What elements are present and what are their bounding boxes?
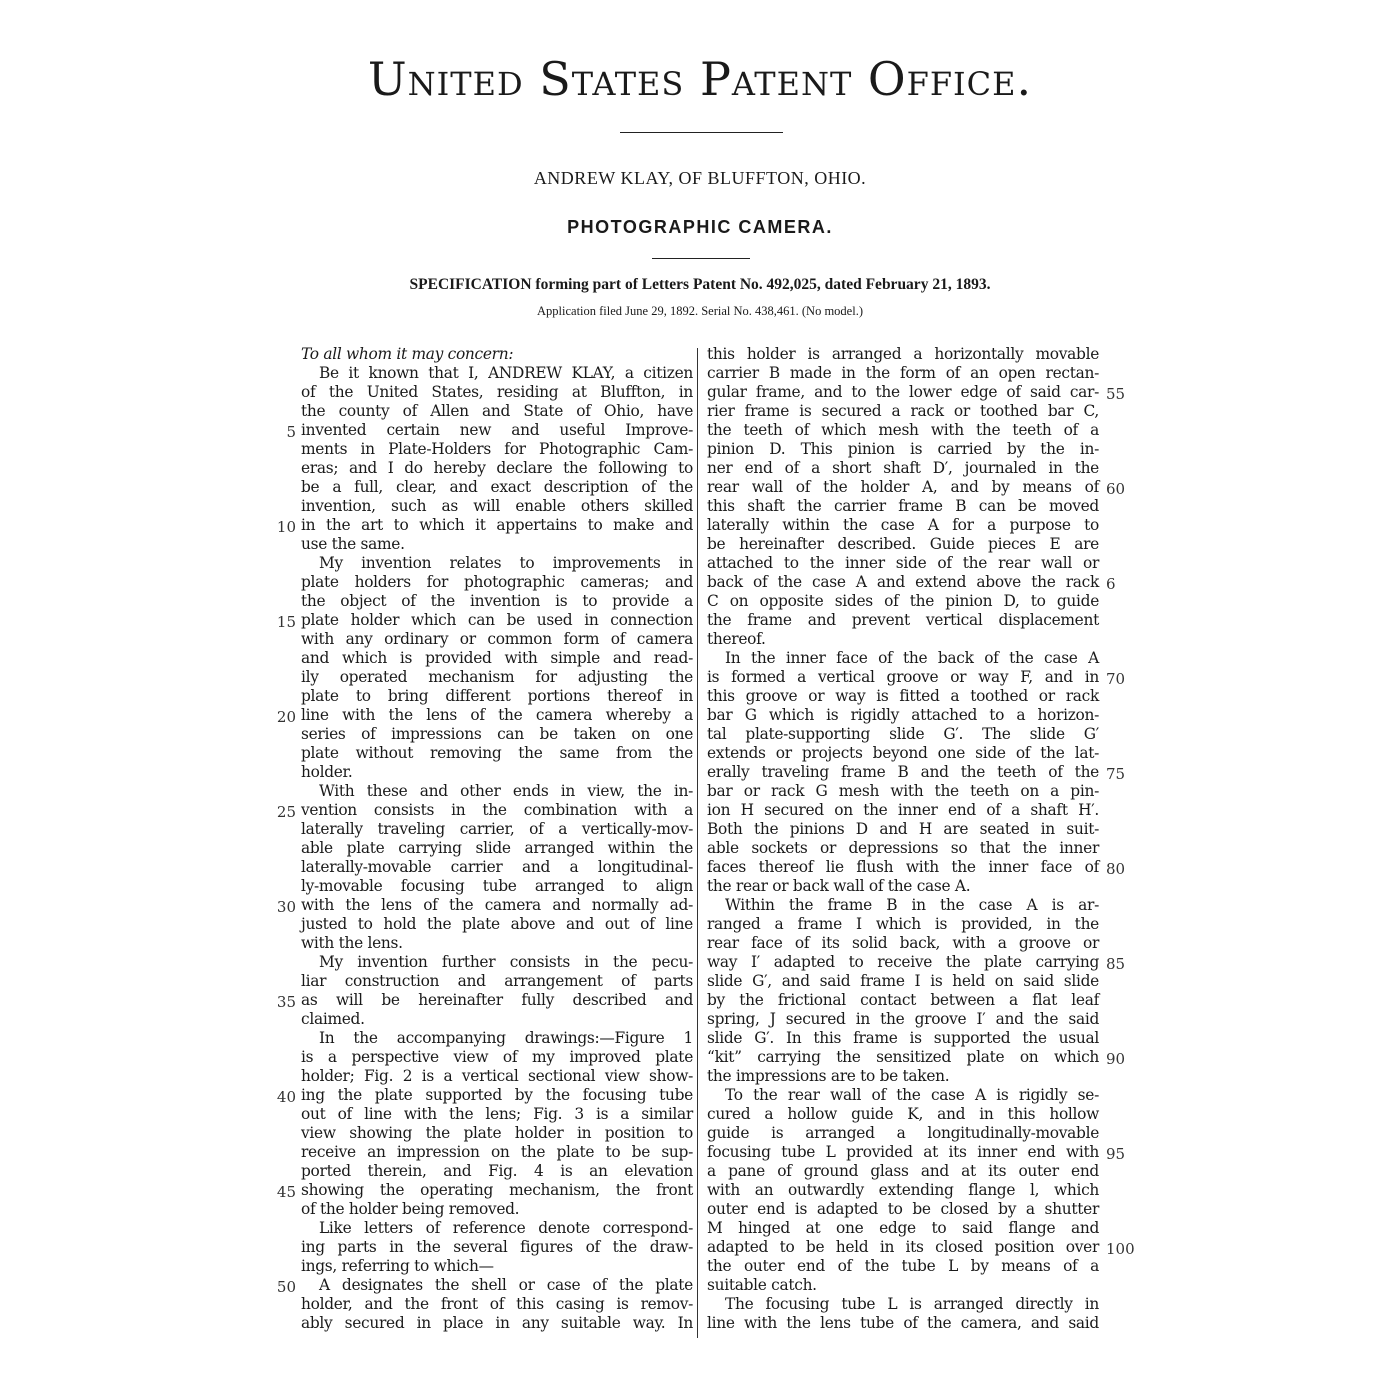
text-line: A designates the shell or case of the plate [319,1276,693,1294]
text-line: ly-movable focusing tube arranged to align [301,877,693,895]
text-line: Within the frame B in the case A is ar- [725,896,1099,914]
text-line: plate to bring different portions thereof in [301,687,693,705]
text-line: My invention further consists in the pecu- [319,953,693,971]
text-line: be hereinafter described. Guide pieces E are [707,535,1099,553]
text-line: able plate carrying slide arranged within the [301,839,693,857]
text-line: the impressions are to be taken. [707,1067,950,1085]
line-number: 20 [276,708,296,726]
text-line: this holder is arranged a horizontally movable [707,345,1099,363]
text-line: guide is arranged a longitudinally-movable [707,1124,1099,1142]
text-line: ably secured in place in any suitable way. In [301,1314,693,1332]
text-line: the county of Allen and State of Ohio, have [301,402,693,420]
text-line: in the art to which it appertains to make and [301,516,693,534]
text-line: be a full, clear, and exact description of the [301,478,693,496]
text-line: spring, J secured in the groove I′ and the said [707,1010,1099,1028]
text-line: Be it known that I, ANDREW KLAY, a citizen [319,364,693,382]
text-line: the object of the invention is to provide a [301,592,693,610]
line-number: 10 [276,518,296,536]
text-line: thereof. [707,630,766,648]
text-line: ings, referring to which— [301,1257,494,1275]
line-number: 40 [276,1088,296,1106]
application-line: Application filed June 29, 1892. Serial No. 438,461. (No model.) [537,304,863,318]
text-line: faces thereof lie flush with the inner face of [707,858,1099,876]
line-number: 5 [286,423,296,441]
text-line: With these and other ends in view, the in- [319,782,693,800]
line-number: 50 [276,1278,296,1296]
text-line: plate without removing the same from the [301,744,693,762]
header-rule-bottom [652,258,750,259]
text-line: Like letters of reference denote correspond- [319,1219,693,1237]
text-line: plate holders for photographic cameras; and [301,573,693,591]
header-rule-top [620,132,783,133]
text-line: erally traveling frame B and the teeth of the [707,763,1099,781]
text-line: invented certain new and useful Improve- [301,421,693,439]
text-line: slide G′. In this frame is supported the usual [707,1029,1099,1047]
line-number: 90 [1106,1050,1126,1068]
text-line: suitable catch. [707,1276,817,1294]
text-line: is formed a vertical groove or way F, and in [707,668,1099,686]
text-line: plate holder which can be used in connection [301,611,693,629]
text-line: holder, and the front of this casing is remov- [301,1295,693,1313]
text-line: series of impressions can be taken on one [301,725,693,743]
text-line: focusing tube L provided at its inner end with [707,1143,1099,1161]
specification-line: SPECIFICATION forming part of Letters Patent No. 492,025, dated February 21, 1893. [409,276,991,293]
text-line: justed to hold the plate above and out of line [301,915,693,933]
text-line: this groove or way is fitted a toothed or rack [707,687,1099,705]
text-line: cured a hollow guide K, and in this hollow [707,1105,1099,1123]
text-line: showing the operating mechanism, the front [301,1181,693,1199]
text-line: the outer end of the tube L by means of a [707,1257,1099,1275]
invention-title: PHOTOGRAPHIC CAMERA. [567,217,833,237]
line-number: 6 [1106,575,1116,593]
line-number: 30 [276,898,296,916]
text-line: of the United States, residing at Bluffton, in [301,383,693,401]
text-line: with the lens. [301,934,403,952]
text-line: of the holder being removed. [301,1200,520,1218]
text-line: extends or projects beyond one side of the lat- [707,744,1099,762]
text-line: line with the lens of the camera whereby a [301,706,693,724]
text-line: with any ordinary or common form of camera [301,630,693,648]
left-text-column [301,345,693,1333]
text-line: out of line with the lens; Fig. 3 is a similar [301,1105,693,1123]
office-title: United States Patent Office. [367,52,1033,106]
text-line: Both the pinions D and H are seated in suit- [707,820,1099,838]
column-divider [697,348,698,1338]
text-line: with an outwardly extending flange l, which [707,1181,1099,1199]
text-line: rear face of its solid back, with a groove or [707,934,1099,952]
text-line: pinion D. This pinion is carried by the in- [707,440,1099,458]
text-line: the frame and prevent vertical displacement [707,611,1099,629]
text-line: use the same. [301,535,405,553]
text-line: M hinged at one edge to said flange and [707,1219,1099,1237]
text-line: In the accompanying drawings:—Figure 1 [319,1029,693,1047]
text-line: ments in Plate-Holders for Photographic Cam- [301,440,693,458]
text-line: ing the plate supported by the focusing tube [301,1086,693,1104]
line-number: 100 [1106,1240,1135,1258]
text-line: invention, such as will enable others skilled [301,497,693,515]
line-number: 75 [1106,765,1126,783]
line-number: 15 [276,613,296,631]
text-line: way I′ adapted to receive the plate carrying [707,953,1099,971]
text-line: laterally within the case A for a purpose to [707,516,1099,534]
text-line: bar or rack G mesh with the teeth on a pin- [707,782,1099,800]
text-line: holder. [301,763,353,781]
line-number: 95 [1106,1145,1126,1163]
text-line: and which is provided with simple and read- [301,649,693,667]
text-line: with the lens of the camera and normally ad- [301,896,693,914]
text-line: In the inner face of the back of the case A [725,649,1099,667]
text-line: outer end is adapted to be closed by a shutter [707,1200,1099,1218]
text-line: carrier B made in the form of an open rectan- [707,364,1099,382]
line-number: 60 [1106,480,1126,498]
text-line: this shaft the carrier frame B can be moved [707,497,1099,515]
text-line: laterally traveling carrier, of a vertically-mov- [301,820,693,838]
line-number: 70 [1106,670,1126,688]
text-line: liar construction and arrangement of parts [301,972,693,990]
text-line: ion H secured on the inner end of a shaft H′. [707,801,1099,819]
line-number: 85 [1106,955,1126,973]
line-number: 55 [1106,385,1126,403]
text-line: To the rear wall of the case A is rigidly se- [725,1086,1099,1104]
text-line: ner end of a short shaft D′, journaled in the [707,459,1099,477]
text-line: slide G′, and said frame I is held on said slide [707,972,1099,990]
right-text-column [707,345,1099,1333]
text-line: To all whom it may concern: [301,345,514,363]
text-line: bar G which is rigidly attached to a horizon- [707,706,1099,724]
text-line: holder; Fig. 2 is a vertical sectional view show- [301,1067,693,1085]
text-line: receive an impression on the plate to be sup- [301,1143,693,1161]
text-line: adapted to be held in its closed position over [707,1238,1099,1256]
text-line: the teeth of which mesh with the teeth of a [707,421,1099,439]
text-line: as will be hereinafter fully described and [301,991,693,1009]
text-line: the rear or back wall of the case A. [707,877,971,895]
text-line: back of the case A and extend above the rack [707,573,1099,591]
text-line: a pane of ground glass and at its outer end [707,1162,1099,1180]
text-line: rear wall of the holder A, and by means of [707,478,1099,496]
text-line: line with the lens tube of the camera, and said [707,1314,1099,1332]
line-number: 25 [276,803,296,821]
text-line: C on opposite sides of the pinion D, to guide [707,592,1099,610]
text-line: able sockets or depressions so that the inner [707,839,1099,857]
text-line: ily operated mechanism for adjusting the [301,668,693,686]
text-line: claimed. [301,1010,365,1028]
inventor-line: ANDREW KLAY, OF BLUFFTON, OHIO. [533,168,867,188]
text-line: tal plate-supporting slide G′. The slide G′ [707,725,1099,743]
text-line: by the frictional contact between a flat leaf [707,991,1099,1009]
line-number: 45 [276,1183,296,1201]
text-line: view showing the plate holder in position to [301,1124,693,1142]
text-line: rier frame is secured a rack or toothed bar C, [707,402,1099,420]
text-line: My invention relates to improvements in [319,554,693,572]
line-number: 80 [1106,860,1126,878]
text-line: eras; and I do hereby declare the following to [301,459,693,477]
text-line: laterally-movable carrier and a longitudinal- [301,858,693,876]
text-line: ing parts in the several figures of the draw- [301,1238,693,1256]
text-line: is a perspective view of my improved plate [301,1048,693,1066]
text-line: gular frame, and to the lower edge of said car- [707,383,1099,401]
text-line: ported therein, and Fig. 4 is an elevation [301,1162,693,1180]
text-line: “kit” carrying the sensitized plate on which [707,1048,1099,1066]
text-line: The focusing tube L is arranged directly in [725,1295,1099,1313]
text-line: vention consists in the combination with a [301,801,693,819]
line-number: 35 [276,993,296,1011]
text-line: attached to the inner side of the rear wall or [707,554,1099,572]
text-line: ranged a frame I which is provided, in the [707,915,1099,933]
